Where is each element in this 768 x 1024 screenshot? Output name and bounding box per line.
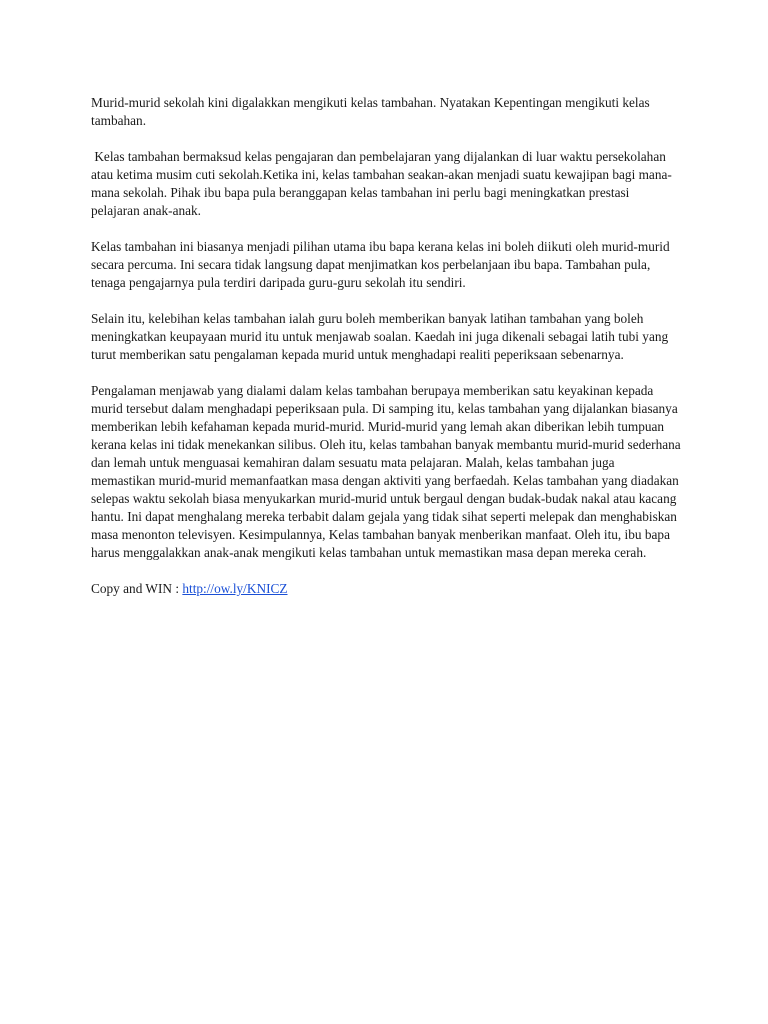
paragraph-experience-conclusion: Pengalaman menjawab yang dialami dalam kelas tambahan berupaya memberikan satu keyakinan kepada murid tersebut dalam menghadapi peperiksaan pula. Di samping itu, kelas tambahan yang dijalankan biasanya memberikan lebih kefahaman kepada murid-murid. Murid-murid yang lemah akan diberikan lebih tumpuan kerana kelas ini tidak menekankan silibus. Oleh itu, kelas tambahan banyak membantu murid-murid sederhana dan lemah untuk menguasai kemahiran dalam sesuatu mata pelajaran. Malah, kelas tambahan juga memastikan murid-murid memanfaatkan masa dengan aktiviti yang berfaedah. Kelas tambahan yang diadakan selepas waktu sekolah biasa menyukarkan murid-murid untuk bergaul dengan budak-budak nakal atau kacang hantu. Ini dapat menghalang mereka terbabit dalam gejala yang tidak sihat seperti melepak dan menghabiskan masa menonton televisyen. Kesimpulannya, Kelas tambahan banyak menberikan manfaat. Oleh itu, ibu bapa harus menggalakkan anak-anak mengikuti kelas tambahan untuk memastikan masa depan mereka cerah. [91, 383, 681, 560]
paragraph-exercises: Selain itu, kelebihan kelas tambahan ialah guru boleh memberikan banyak latihan tambahan yang boleh meningkatkan keupayaan murid itu untuk menjawab soalan. Kaedah ini juga dikenali sebagai latih tubi yang turut memberikan satu pengalaman kepada murid untuk menghadapi realiti peperiksaan sebenarnya. [91, 311, 669, 362]
question-paragraph: Murid-murid sekolah kini digalakkan mengikuti kelas tambahan. Nyatakan Kepentingan mengikuti kelas tambahan. [91, 95, 650, 128]
document-body [91, 94, 681, 616]
footer-link[interactable]: http://ow.ly/KNICZ [182, 581, 288, 596]
footer-line [91, 580, 681, 598]
footer-prefix: Copy and WIN : [91, 581, 183, 596]
paragraph-free-classes: Kelas tambahan ini biasanya menjadi pilihan utama ibu bapa kerana kelas ini boleh diikuti oleh murid-murid secara percuma. Ini secara tidak langsung dapat menjimatkan kos perbelanjaan ibu bapa. Tambahan pula, tenaga pengajarnya pula terdiri daripada guru-guru sekolah itu sendiri. [91, 239, 670, 290]
paragraph-definition: Kelas tambahan bermaksud kelas pengajaran dan pembelajaran yang dijalankan di luar waktu persekolahan atau ketima musim cuti sekolah.Ketika ini, kelas tambahan seakan-akan menjadi suatu kewajipan bagi mana-mana sekolah. Pihak ibu bapa pula beranggapan kelas tambahan ini perlu bagi meningkatkan prestasi pelajaran anak-anak. [91, 149, 672, 218]
